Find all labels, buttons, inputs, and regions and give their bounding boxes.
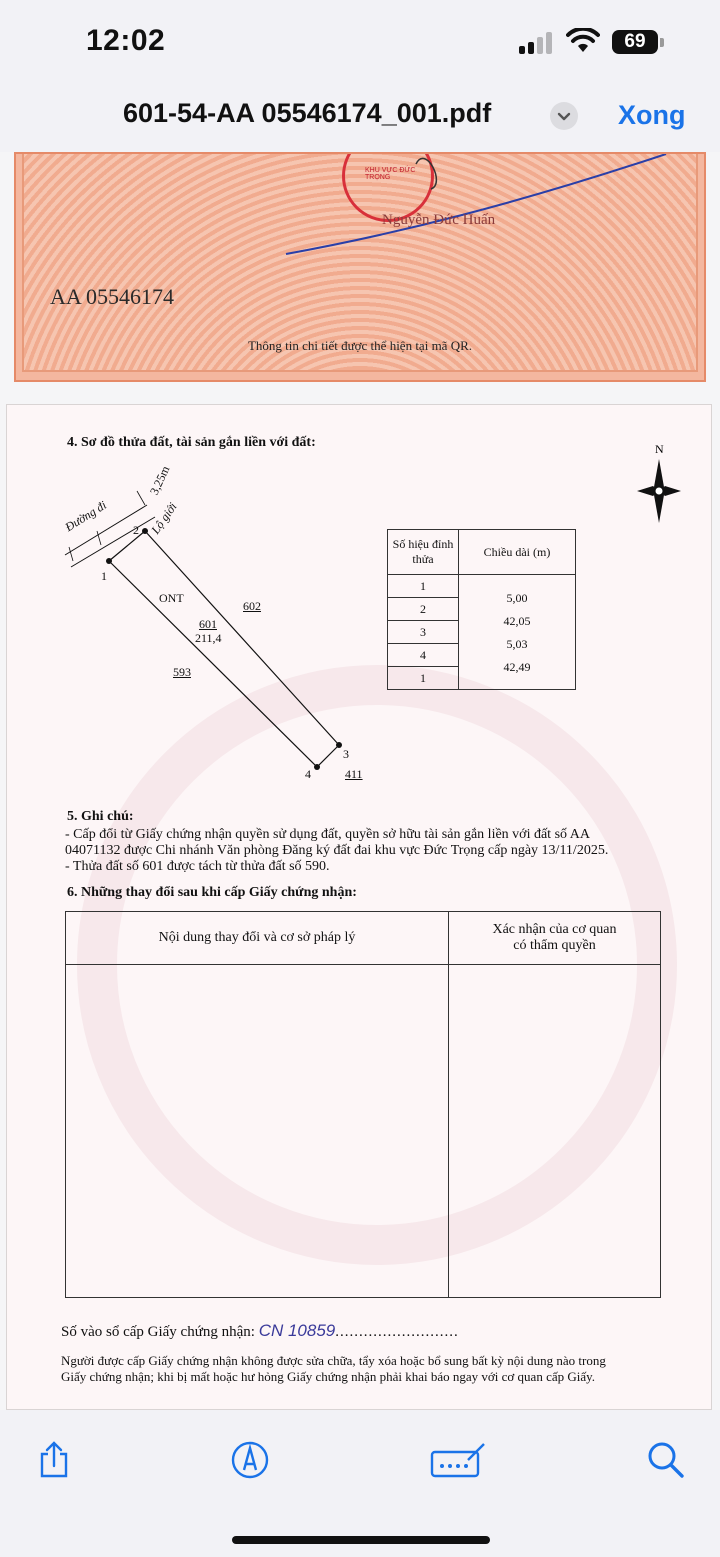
land-type-label: ONT (159, 591, 184, 605)
done-button[interactable]: Xong (618, 100, 686, 130)
title-menu-button[interactable] (550, 102, 578, 130)
changes-table (65, 911, 661, 1298)
parcel-map (47, 465, 387, 785)
neighbor-593-label: 593 (173, 665, 191, 679)
warning-line: Giấy chứng nhận; khi bị mất hoặc hư hỏng Giấy chứng nhận phải khai báo ngay với cơ quan cấp Giấy. (61, 1369, 596, 1384)
length-cell: 5,00 (459, 587, 576, 610)
status-time: 12:02 (86, 24, 166, 57)
road-label: Đường đi (62, 497, 109, 535)
length-cell: 42,49 (459, 656, 576, 679)
vertex-cell: 4 (388, 644, 459, 667)
pdf-page-1 (14, 152, 706, 382)
seal-text: KHU VỰC ĐỨC TRỌNG (365, 167, 416, 181)
chevron-down-icon (550, 102, 578, 130)
wifi-icon (566, 28, 600, 54)
changes-authority-header (449, 912, 661, 965)
length-cell: 42,05 (459, 610, 576, 633)
pdf-viewer[interactable] (0, 152, 720, 1410)
signature-icon[interactable] (430, 1440, 486, 1480)
vertex-header: Số hiệu đỉnh thửa (388, 530, 459, 575)
cellular-signal-icon (519, 32, 555, 54)
search-icon[interactable] (646, 1440, 686, 1480)
register-number (61, 1321, 459, 1341)
vertex-cell: 3 (388, 621, 459, 644)
vertex-cell: 2 (388, 598, 459, 621)
markup-icon[interactable] (230, 1440, 270, 1480)
signature-stroke (16, 154, 706, 274)
vertex-1-label: 1 (101, 569, 107, 583)
pdf-page-2 (6, 404, 712, 1410)
battery-level: 69 (624, 31, 646, 52)
vertex-2-label: 2 (133, 523, 139, 537)
table-header-row (388, 530, 576, 575)
certificate-code: AA 05546174 (50, 284, 175, 309)
section-5-title: 5. Ghi chú: (67, 809, 134, 824)
length-cell (459, 667, 576, 690)
changes-content-header: Nội dung thay đổi và cơ sở pháp lý (66, 912, 449, 965)
document-title[interactable]: 601-54-AA 05546174_001.pdf (123, 98, 492, 128)
battery-icon (612, 30, 658, 54)
share-icon[interactable] (34, 1440, 74, 1480)
note-line: 04071132 được Chi nhánh Văn phòng Đăng ký đất đai khu vực Đức Trọng cấp ngày 13/11/2025. (65, 843, 609, 858)
register-value: CN 10859 (258, 1321, 336, 1340)
section-6-title: 6. Những thay đổi sau khi cấp Giấy chứng nhận: (67, 885, 357, 900)
changes-content-cell (66, 965, 449, 1298)
register-label: Số vào sổ cấp Giấy chứng nhận: (61, 1324, 255, 1340)
parcel-area-label: 211,4 (195, 631, 222, 645)
qr-note: Thông tin chi tiết được thể hiện tại mã QR. (247, 338, 473, 353)
neighbor-411-label: 411 (345, 767, 363, 781)
note-line: - Cấp đổi từ Giấy chứng nhận quyền sử dụng đất, quyền sở hữu tài sản gắn liền với đất số AA (65, 827, 590, 842)
vertex-cell: 1 (388, 575, 459, 598)
vertex-cell: 1 (388, 667, 459, 690)
parcel-number-label: 601 (199, 617, 217, 631)
length-header: Chiều dài (m) (459, 530, 576, 575)
vertex-4-label: 4 (305, 767, 311, 781)
nav-bar (0, 88, 720, 152)
boundary-label: Lộ giới (148, 499, 180, 537)
compass-north-label: N (655, 442, 664, 456)
authority-header-line: có thẩm quyền (513, 938, 596, 953)
changes-body-row (66, 965, 661, 1298)
warning-text (61, 1353, 681, 1385)
register-dots: .......................... (335, 1324, 459, 1340)
changes-header-row (66, 912, 661, 965)
bottom-toolbar (0, 1410, 720, 1557)
neighbor-602-label: 602 (243, 599, 261, 613)
table-row (388, 667, 576, 690)
compass-icon (635, 441, 683, 525)
status-bar (0, 0, 720, 88)
warning-line: Người được cấp Giấy chứng nhận không được sửa chữa, tẩy xóa hoặc bổ sung bất kỳ nội dung nào trong (61, 1353, 606, 1368)
edge-length-table (387, 529, 576, 690)
road-width-label: 3,25m (146, 463, 173, 497)
changes-authority-cell (449, 965, 661, 1298)
note-line: - Thửa đất số 601 được tách từ thửa đất số 590. (65, 859, 330, 874)
battery-tip (660, 38, 664, 47)
table-row (388, 575, 576, 598)
length-cell: 5,03 (459, 633, 576, 656)
home-indicator (232, 1536, 490, 1544)
section-4-title: 4. Sơ đồ thửa đất, tài sản gắn liền với đất: (67, 435, 316, 450)
authority-header-line: Xác nhận của cơ quan (492, 922, 617, 937)
signer-name: Nguyễn Đức Huấn (382, 212, 496, 228)
vertex-3-label: 3 (343, 747, 349, 761)
